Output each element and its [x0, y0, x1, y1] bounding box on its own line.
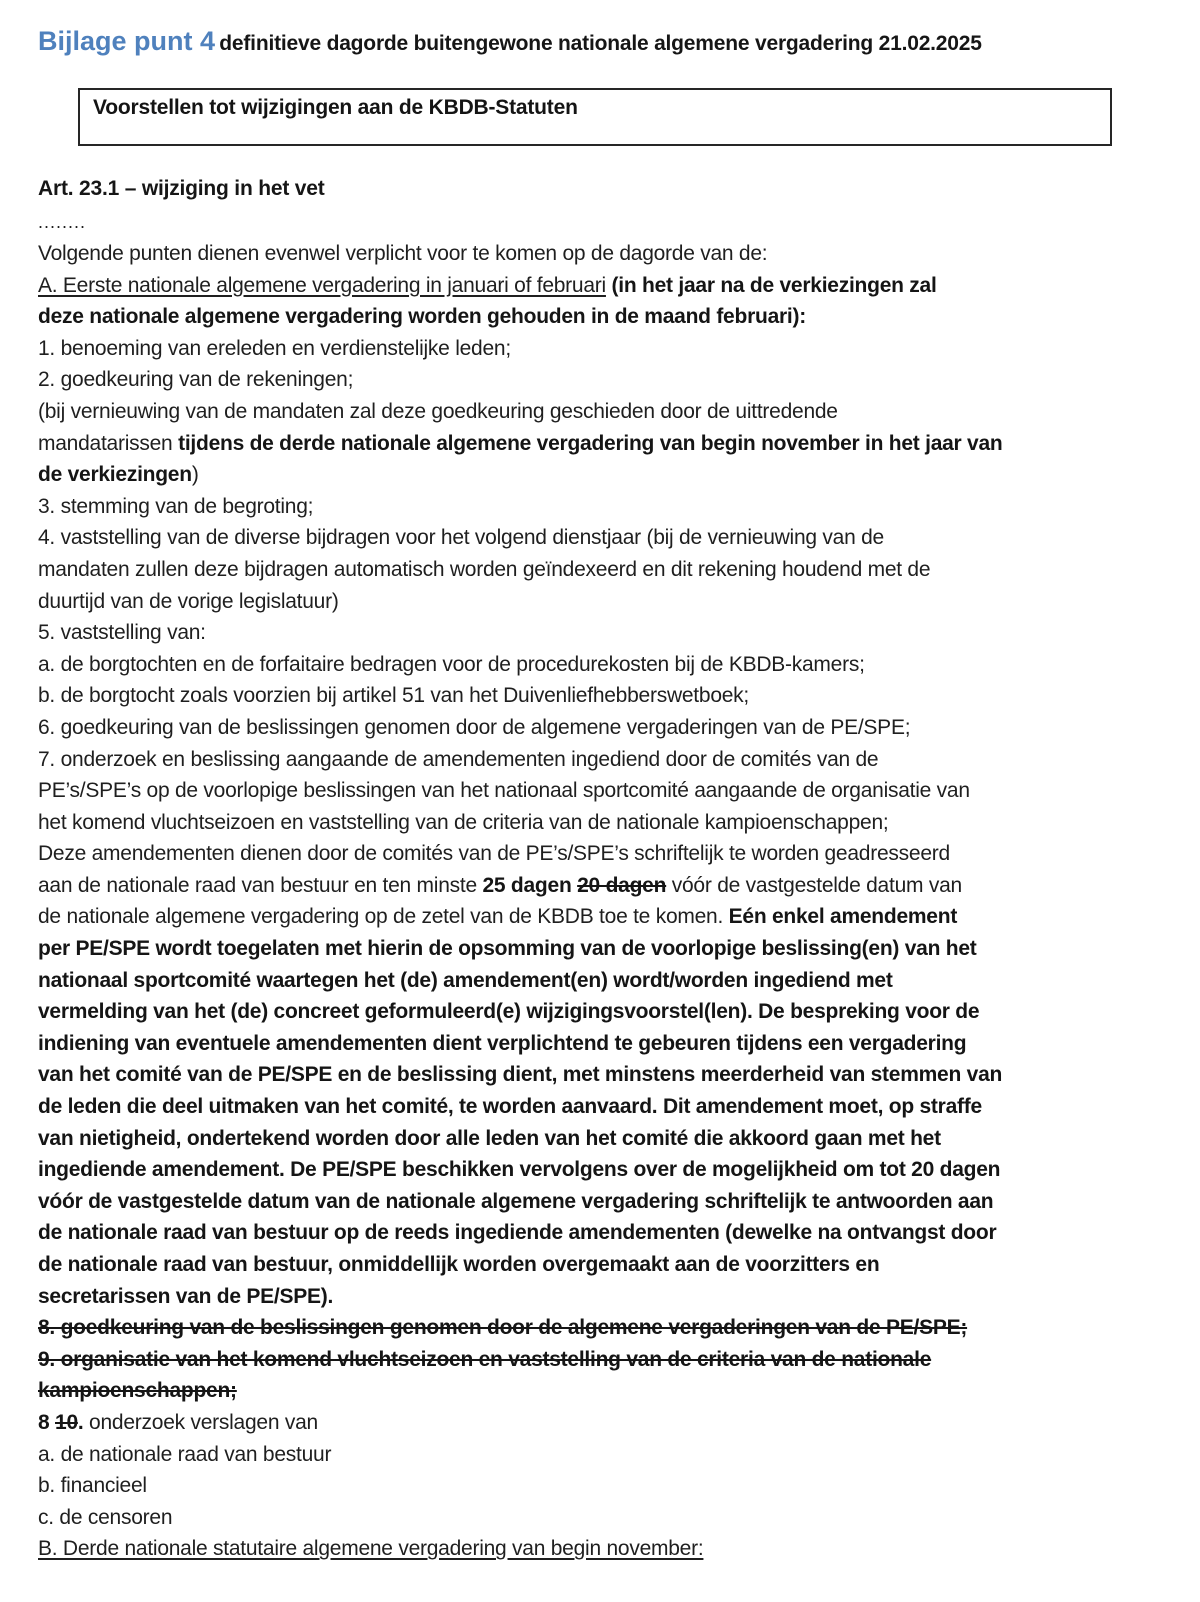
text-run: b. financieel — [38, 1474, 147, 1498]
text-run: van het comité van de PE/SPE en de beslissing dient, met minstens meerderheid van stemmen van — [38, 1063, 1003, 1087]
statutes-box — [78, 88, 1112, 146]
text-run: c. de censoren — [38, 1505, 173, 1529]
page-title-text: definitieve dagorde buitengewone nationale algemene vergadering 21.02.2025 — [219, 32, 982, 55]
text-line — [38, 1312, 1170, 1344]
box-heading: Voorstellen tot wijzigingen aan de KBDB-Statuten — [93, 96, 578, 119]
text-line — [38, 554, 1170, 586]
article-heading: Art. 23.1 – wijziging in het vet — [38, 177, 325, 200]
text-run: de nationale algemene vergadering op de zetel van de KBDB toe te komen. — [38, 905, 729, 929]
text-run: tijdens de derde nationale algemene vergadering van begin november in het jaar van — [178, 431, 1003, 455]
text-line — [38, 744, 1170, 776]
text-line — [38, 491, 1170, 523]
text-run: ) — [191, 463, 199, 487]
text-run: ingediende amendement. De PE/SPE beschikken vervolgens over de mogelijkheid om tot 20 dagen — [38, 1158, 1001, 1182]
text-run: . — [77, 1410, 84, 1434]
text-line — [38, 838, 1170, 870]
text-run: de nationale raad van bestuur op de reeds ingediende amendementen (dewelke na ontvangst door — [38, 1221, 997, 1245]
text-line — [38, 996, 1170, 1028]
text-line — [38, 1281, 1170, 1313]
text-run: b. de borgtocht zoals voorzien bij artikel 51 van het Duivenliefhebberswetboek; — [38, 684, 750, 708]
text-run: mandaten zullen deze bijdragen automatisch worden geïndexeerd en dit rekening houdend met de — [38, 557, 931, 581]
text-run: vóór de vastgestelde datum van — [666, 873, 962, 897]
text-run: secretarissen van de PE/SPE). — [38, 1284, 334, 1308]
text-line — [38, 1439, 1170, 1471]
text-run: 6. goedkeuring van de beslissingen genomen door de algemene vergaderingen van de PE/SPE; — [38, 715, 911, 739]
text-line — [38, 1059, 1170, 1091]
text-line — [38, 1502, 1170, 1534]
text-line — [38, 712, 1170, 744]
text-line — [38, 965, 1170, 997]
text-run: 20 dagen — [577, 873, 667, 897]
text-line — [38, 901, 1170, 933]
text-line — [38, 333, 1170, 365]
text-line — [38, 1533, 1170, 1565]
text-run: de leden die deel uitmaken van het comité, te worden aanvaard. Dit amendement moet, op straffe — [38, 1095, 982, 1119]
text-run: 10 — [55, 1410, 78, 1434]
text-line — [38, 617, 1170, 649]
text-run: 3. stemming van de begroting; — [38, 494, 314, 518]
text-run: a. de nationale raad van bestuur — [38, 1442, 332, 1466]
text-run: (in het jaar na de verkiezingen zal — [611, 273, 937, 297]
text-line — [38, 680, 1170, 712]
text-line — [38, 1123, 1170, 1155]
text-line — [38, 522, 1170, 554]
text-line — [38, 649, 1170, 681]
text-run: 1. benoeming van ereleden en verdienstelijke leden; — [38, 336, 511, 360]
text-line — [38, 775, 1170, 807]
text-line — [38, 270, 1170, 302]
page-title-accent: Bijlage punt 4 — [38, 26, 216, 56]
text-run: (bij vernieuwing van de mandaten zal deze goedkeuring geschieden door de uittredende — [38, 399, 838, 423]
document-lines — [38, 238, 1170, 1565]
text-run: 2. goedkeuring van de rekeningen; — [38, 368, 354, 392]
text-run: A. Eerste nationale algemene vergadering in januari of februari — [38, 273, 606, 297]
text-run: 4. vaststelling van de diverse bijdragen voor het volgend dienstjaar (bij de vernieuwing van de — [38, 526, 884, 550]
text-run: a. de borgtochten en de forfaitaire bedragen voor de procedurekosten bij de KBDB-kamers; — [38, 652, 865, 676]
text-run: van nietigheid, ondertekend worden door alle leden van het comité die akkoord gaan met het — [38, 1126, 941, 1150]
text-run: indiening van eventuele amendementen dient verplichtend te gebeuren tijdens een vergadering — [38, 1031, 967, 1055]
text-line — [38, 1470, 1170, 1502]
text-run: de nationale raad van bestuur, onmiddellijk worden overgemaakt aan de voorzitters en — [38, 1253, 880, 1276]
text-line — [38, 1407, 1170, 1439]
text-run: 9. organisatie van het komend vluchtseizoen en vaststelling van de criteria van de nationale — [38, 1347, 932, 1371]
text-line — [38, 459, 1170, 491]
ellipsis-line: ........ — [38, 212, 87, 232]
text-run: vermelding van het (de) concreet geformuleerd(e) wijzigingsvoorstel(len). De bespreking voor de — [38, 1000, 980, 1024]
text-run: onderzoek verslagen van — [83, 1410, 318, 1434]
text-run: duurtijd van de vorige legislatuur) — [38, 589, 339, 613]
text-line — [38, 1344, 1170, 1376]
text-run: het komend vluchtseizoen en vaststelling van de criteria van de nationale kampioenschappen; — [38, 810, 889, 834]
text-run: 8 — [38, 1410, 56, 1434]
text-line — [38, 1217, 1170, 1249]
text-run: vóór de vastgestelde datum van de nationale algemene vergadering schriftelijk te antwoorden aan — [38, 1189, 994, 1213]
text-line — [38, 1375, 1170, 1407]
text-line — [38, 870, 1170, 902]
text-line — [38, 1249, 1170, 1281]
text-run: B. Derde nationale statutaire algemene vergadering van begin november: — [38, 1537, 704, 1561]
text-line — [38, 301, 1170, 333]
text-line — [38, 933, 1170, 965]
text-run: per PE/SPE wordt toegelaten met hierin de opsomming van de voorlopige beslissing(en) van het — [38, 937, 977, 961]
text-run: aan de nationale raad van bestuur en ten minste — [38, 873, 483, 897]
text-line — [38, 396, 1170, 428]
text-line — [38, 1154, 1170, 1186]
text-run: Volgende punten dienen evenwel verplicht voor te komen op de dagorde van de: — [38, 242, 768, 265]
text-line — [38, 1091, 1170, 1123]
text-run: 5. vaststelling van: — [38, 621, 206, 645]
text-run: kampioenschappen; — [38, 1379, 237, 1403]
text-run: de verkiezingen — [38, 463, 192, 487]
text-run: Eén enkel amendement — [728, 905, 958, 929]
text-run: mandatarissen — [38, 431, 179, 455]
text-line — [38, 364, 1170, 396]
text-run: Deze amendementen dienen door de comités van de PE’s/SPE’s schriftelijk te worden geadresseerd — [38, 842, 950, 866]
text-run: 25 dagen — [482, 873, 572, 897]
text-line — [38, 428, 1170, 460]
text-line — [38, 1186, 1170, 1218]
text-run: PE’s/SPE’s op de voorlopige beslissingen van het nationaal sportcomité aangaande de organisatie van — [38, 779, 970, 803]
text-line — [38, 238, 1170, 270]
text-run: nationaal sportcomité waartegen het (de) amendement(en) wordt/worden ingediend met — [38, 968, 893, 992]
text-run: 8. goedkeuring van de beslissingen genomen door de algemene vergaderingen van de PE/SPE; — [38, 1316, 968, 1340]
text-run: 7. onderzoek en beslissing aangaande de amendementen ingediend door de comités van de — [38, 747, 879, 771]
text-line — [38, 807, 1170, 839]
text-run: deze nationale algemene vergadering worden gehouden in de maand februari): — [38, 305, 806, 329]
text-line — [38, 586, 1170, 618]
text-line — [38, 1028, 1170, 1060]
page-title — [38, 26, 1170, 57]
